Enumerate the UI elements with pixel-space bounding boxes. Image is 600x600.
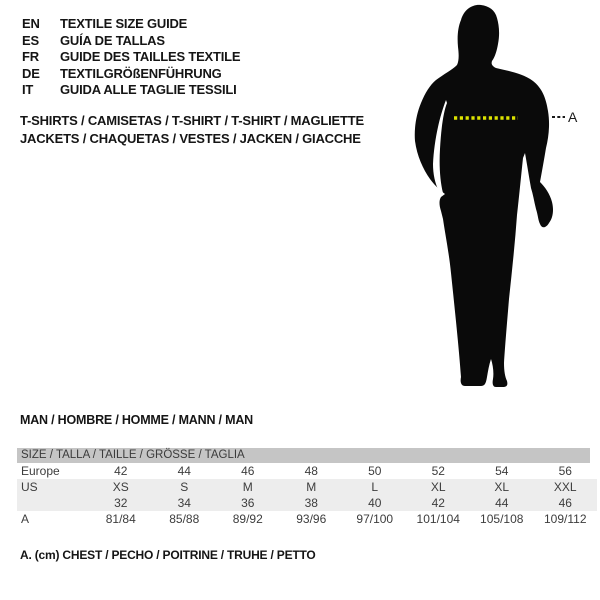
row-label [17, 495, 89, 511]
table-row-us [17, 479, 597, 495]
size-cell: 36 [241, 496, 255, 510]
category-jackets: JACKETS / CHAQUETAS / VESTES / JACKEN / GIACCHE [20, 130, 361, 146]
size-cell: 101/104 [416, 512, 460, 526]
language-row-en [22, 16, 240, 33]
size-cell: 46 [558, 496, 572, 510]
size-table-header: SIZE / TALLA / TAILLE / GRÖSSE / TAGLIA [17, 448, 590, 463]
language-title: GUIDA ALLE TAGLIE TESSILI [60, 82, 237, 97]
language-row-de [22, 66, 240, 83]
size-cell: S [180, 480, 189, 494]
size-cell: 56 [558, 464, 572, 478]
measurement-footnote: A. (cm) CHEST / PECHO / POITRINE / TRUHE / PETTO [20, 548, 316, 562]
language-title: TEXTILGRÖßENFÜHRUNG [60, 65, 222, 81]
size-cell: M [242, 480, 253, 494]
measurement-label-a: A [568, 109, 578, 125]
section-title-man: MAN / HOMBRE / HOMME / MANN / MAN [20, 413, 253, 427]
table-row-europe [17, 463, 597, 479]
size-cell: 34 [177, 496, 191, 510]
size-cell: 109/112 [544, 512, 587, 526]
language-row-fr [22, 49, 240, 66]
size-cell: XXL [553, 480, 577, 494]
size-cell: 32 [114, 496, 128, 510]
language-code: IT [22, 82, 34, 97]
language-row-it [22, 82, 240, 99]
row-label: Europe [21, 464, 60, 478]
size-cell: 50 [368, 464, 382, 478]
size-cell: XS [112, 480, 129, 494]
man-silhouette [415, 5, 553, 387]
size-cell: 42 [431, 496, 445, 510]
language-row-es [22, 33, 240, 50]
language-list [22, 16, 240, 99]
language-code: ES [22, 32, 39, 48]
size-table [17, 448, 597, 527]
size-cell: 44 [495, 496, 509, 510]
row-label: US [21, 480, 38, 494]
size-cell: XL [494, 480, 510, 494]
table-row-uk [17, 495, 597, 511]
size-cell: 81/84 [105, 512, 136, 526]
size-cell: XL [430, 480, 446, 494]
size-cell: 48 [304, 464, 318, 478]
size-cell: 97/100 [356, 512, 394, 526]
size-cell: 46 [241, 464, 255, 478]
man-silhouette-figure [395, 0, 600, 400]
language-code: FR [22, 49, 39, 64]
size-cell: L [371, 480, 379, 494]
size-cell: 85/88 [169, 512, 200, 526]
table-row-a-chest [17, 511, 597, 527]
size-cell: M [306, 480, 317, 494]
size-cell: 54 [495, 464, 509, 478]
row-label: A [21, 512, 30, 526]
size-cell: 105/108 [480, 512, 524, 526]
size-cell: 38 [304, 496, 318, 510]
size-cell: 40 [368, 496, 382, 510]
language-title: GUIDE DES TAILLES TEXTILE [60, 49, 241, 64]
category-tshirts: T-SHIRTS / CAMISETAS / T-SHIRT / T-SHIRT / MAGLIETTE [20, 113, 364, 128]
size-cell: 89/92 [232, 512, 263, 526]
language-code: DE [22, 65, 40, 81]
size-cell: 42 [114, 464, 128, 478]
language-code: EN [22, 16, 40, 31]
garment-categories [20, 112, 364, 147]
size-cell: 52 [431, 464, 445, 478]
size-cell: 44 [177, 464, 191, 478]
language-title: GUÍA DE TALLAS [60, 32, 165, 48]
language-title: TEXTILE SIZE GUIDE [60, 16, 188, 31]
size-cell: 93/96 [296, 512, 327, 526]
